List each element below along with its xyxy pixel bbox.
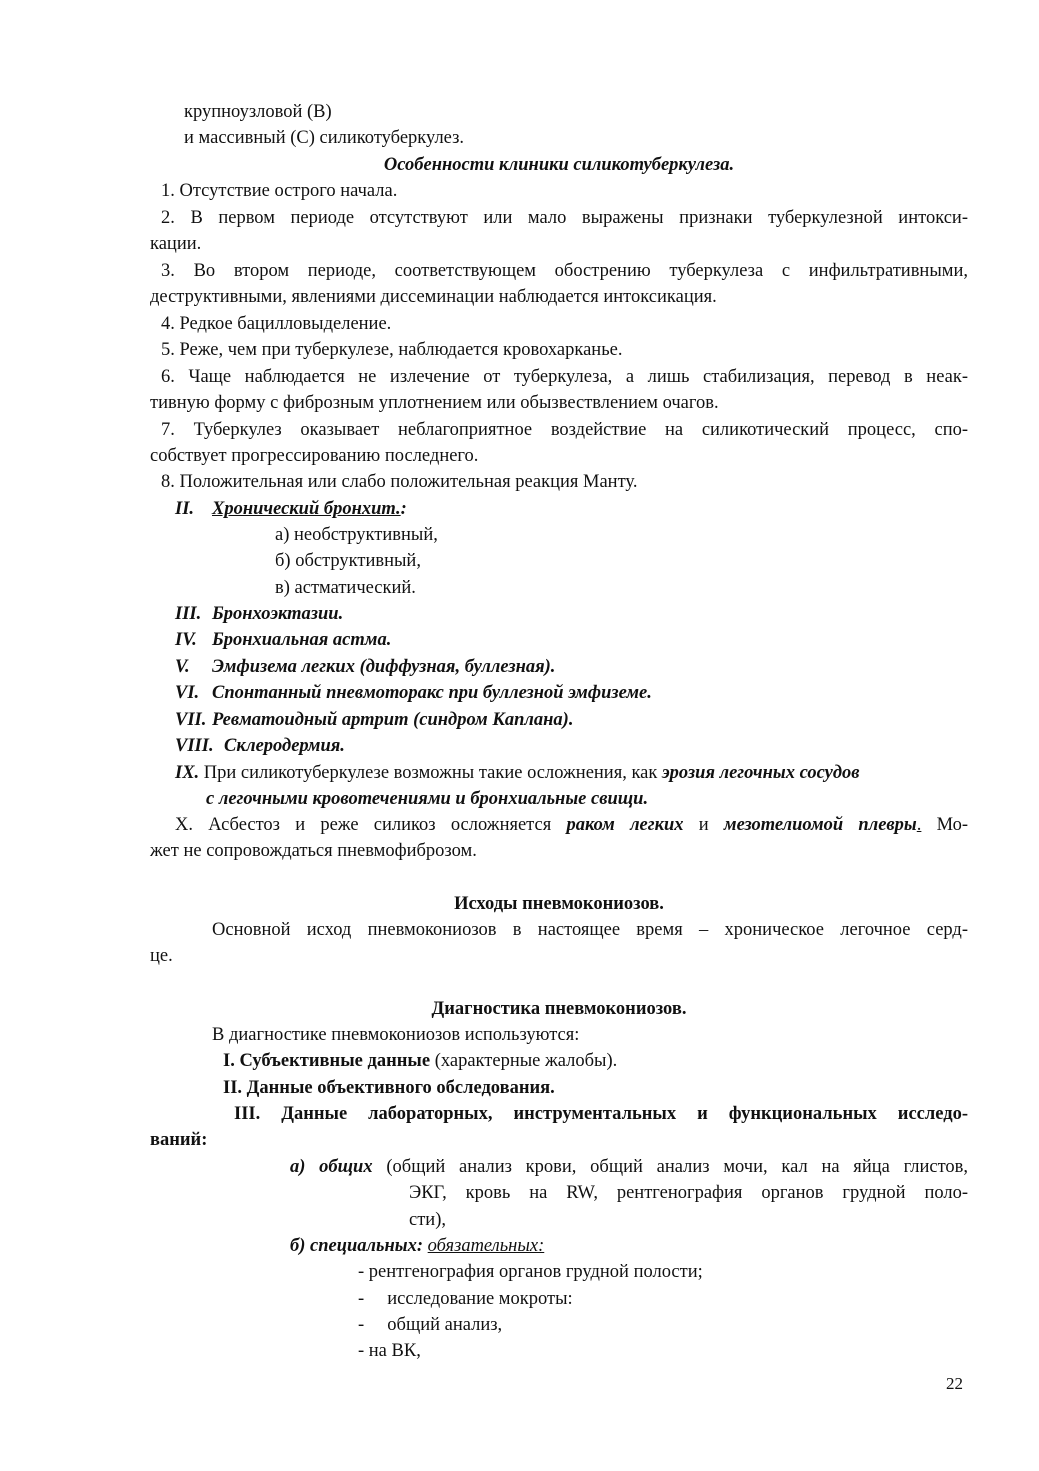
complication-number: VI. [175, 683, 200, 703]
feature-text: Редкое бацилловыделение. [179, 314, 392, 334]
feature-number: 8. [161, 472, 175, 492]
x-bold-2: мезотелиомой плевры [723, 815, 917, 835]
complication-x [175, 812, 968, 838]
diagnostics-lab-line-1: III. Данные лабораторных, инструментальных и функциональных исследо- [234, 1104, 968, 1124]
subjective-rest: (характерные жалобы). [434, 1051, 618, 1071]
ix-bold-1: эрозия легочных сосудов [662, 763, 860, 783]
feature-item-1 [161, 178, 397, 204]
x-bold-1: раком легких [566, 815, 684, 835]
subjective-bold: I. Субъективные данные [223, 1051, 431, 1071]
feature-text: Положительная или слабо положительная реакция Манту. [179, 472, 638, 492]
complication-number: IX. [175, 763, 200, 783]
special-tests [290, 1233, 544, 1259]
x-tail: Мо- [936, 815, 969, 835]
features-title: Особенности клиники силикотуберкулеза. [383, 155, 735, 175]
diagnostics-subjective [223, 1048, 617, 1074]
bronchitis-subitem: в) астматический. [275, 578, 416, 598]
feature-item-7-cont: собствует прогрессированию последнего. [150, 446, 479, 466]
special-mandatory: обязательных: [427, 1236, 545, 1256]
complication-number: VII. [175, 710, 207, 730]
bronchitis-number: II. [175, 499, 195, 519]
complication-text: Ревматоидный артрит (синдром Каплана). [212, 710, 574, 730]
feature-number: 3. [161, 261, 175, 281]
outcomes-line-1: Основной исход пневмокониозов в настоящее время – хроническое легочное серд- [212, 920, 968, 940]
feature-number: 2. [161, 208, 175, 228]
x-line-2: жет не сопровождаться пневмофиброзом. [150, 841, 477, 861]
x-lead: X. Асбестоз и реже силикоз осложняется [175, 815, 552, 835]
feature-item-8 [161, 469, 637, 495]
x-mid: и [698, 815, 709, 835]
complication-text: Эмфизема легких (диффузная, буллезная). [212, 657, 556, 677]
feature-number: 5. [161, 340, 175, 360]
feature-number: 6. [161, 367, 175, 387]
complication-number: V. [175, 657, 190, 677]
feature-text: В первом периоде отсутствуют или мало выражены признаки туберкулезной интокси- [190, 208, 968, 228]
special-list-item: - рентгенография органов грудной полости; [358, 1262, 703, 1282]
general-line-1: (общий анализ крови, общий анализ мочи, кал на яйца глистов, [386, 1157, 969, 1177]
special-list-item: - исследование мокроты: [358, 1289, 573, 1309]
page-number: 22 [946, 1374, 963, 1393]
feature-text: Реже, чем при туберкулезе, наблюдается кровохарканье. [179, 340, 623, 360]
feature-item-6-cont: тивную форму с фиброзным уплотнением или обызвествлением очагов. [150, 393, 719, 413]
feature-item-7 [161, 417, 968, 443]
feature-item-3-cont: деструктивными, явлениями диссеминации наблюдается интоксикация. [150, 287, 717, 307]
complication-text: Бронхиальная астма. [212, 630, 392, 650]
complication-text: Бронхоэктазии. [212, 604, 344, 624]
feature-item-2 [161, 205, 968, 231]
ix-bold-2: с легочными кровотечениями и бронхиальные свищи. [206, 789, 649, 809]
outcomes-title: Исходы пневмокониозов. [454, 894, 664, 914]
bronchitis-title: Хронический бронхит. [212, 499, 401, 519]
feature-number: 4. [161, 314, 175, 334]
bronchitis-colon: : [400, 499, 407, 519]
intro-line-2: и массивный (С) силикотуберкулез. [184, 128, 465, 148]
feature-number: 1. [161, 181, 175, 201]
general-label: а) общих [290, 1157, 373, 1177]
diagnostics-objective: II. Данные объективного обследования. [223, 1078, 555, 1098]
general-tests [290, 1154, 968, 1180]
general-line-2: ЭКГ, кровь на RW, рентгенография органов грудной поло- [409, 1183, 968, 1203]
feature-item-4 [161, 311, 391, 337]
special-label: б) специальных: [290, 1236, 424, 1256]
diagnostics-lab-line-2: ваний: [150, 1130, 208, 1150]
complication-text: Спонтанный пневмоторакс при буллезной эмфиземе. [212, 683, 652, 703]
feature-item-6 [161, 364, 968, 390]
complication-ix [175, 760, 860, 786]
feature-text: Во втором периоде, соответствующем обострению туберкулеза с инфильтративными, [193, 261, 968, 281]
x-dot: . [916, 815, 922, 835]
complication-number: III. [175, 604, 202, 624]
feature-item-3 [161, 258, 968, 284]
feature-text: Отсутствие острого начала. [179, 181, 398, 201]
general-line-3: сти), [409, 1210, 446, 1230]
feature-text: Туберкулез оказывает неблагоприятное воздействие на силикотический процесс, спо- [193, 420, 969, 440]
diagnostics-intro: В диагностике пневмокониозов используются: [212, 1025, 580, 1045]
feature-text: Чаще наблюдается не излечение от туберкулеза, а лишь стабилизация, перевод в неак- [188, 367, 969, 387]
diagnostics-title: Диагностика пневмокониозов. [431, 999, 687, 1019]
special-list-item: - общий анализ, [358, 1315, 503, 1335]
complication-number: VIII. [175, 736, 214, 756]
feature-item-2-cont: кации. [150, 234, 202, 254]
complication-number: IV. [175, 630, 197, 650]
intro-line-1: крупноузловой (В) [184, 102, 332, 122]
complication-text: Склеродермия. [224, 736, 345, 756]
bronchitis-subitem: б) обструктивный, [275, 551, 421, 571]
feature-item-5 [161, 337, 622, 363]
ix-lead: При силикотуберкулезе возможны такие осложнения, как [203, 763, 658, 783]
outcomes-line-2: це. [150, 946, 173, 966]
feature-number: 7. [161, 420, 175, 440]
bronchitis-subitem: а) необструктивный, [275, 525, 438, 545]
special-list-item: - на ВК, [358, 1341, 421, 1361]
bronchitis-heading [212, 496, 407, 522]
